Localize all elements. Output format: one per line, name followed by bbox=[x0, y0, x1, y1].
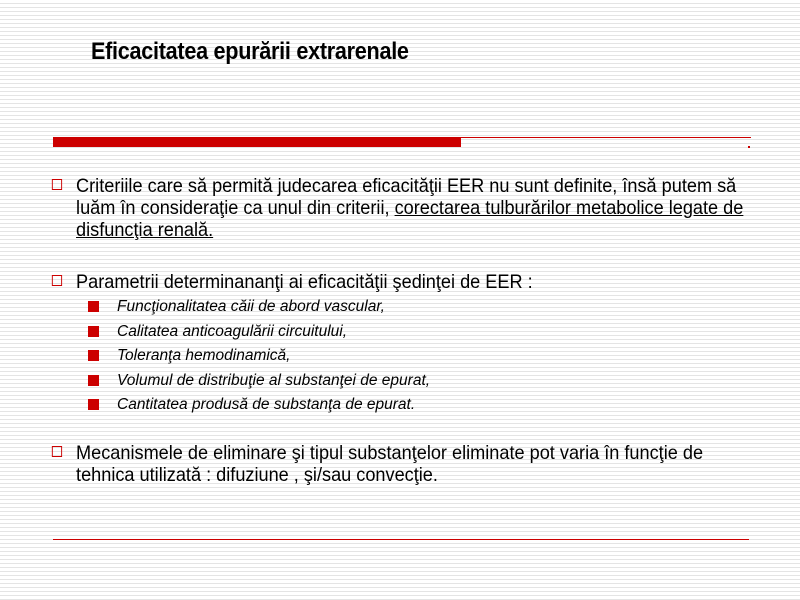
sub-list-item-text: Funcţionalitatea căii de abord vascular, bbox=[117, 298, 385, 315]
footer-divider bbox=[53, 539, 749, 540]
filled-square-bullet-icon bbox=[88, 375, 99, 386]
filled-square-bullet-icon bbox=[88, 399, 99, 410]
bullet-criteria bbox=[50, 175, 789, 241]
filled-square-bullet-icon bbox=[88, 326, 99, 337]
filled-square-bullet-icon bbox=[88, 350, 99, 361]
title-underline-dot bbox=[748, 146, 750, 148]
hollow-square-bullet-icon bbox=[52, 446, 62, 457]
sub-list-item-text: Cantitatea produsă de substanţa de epurat. bbox=[117, 396, 416, 413]
slide-title: Eficacitatea epurării extrarenale bbox=[91, 38, 409, 65]
sub-list bbox=[50, 295, 760, 418]
sub-list-item bbox=[50, 369, 760, 394]
bullet-text-line: tehnica utilizată : difuziune , şi/sau convecţie. bbox=[76, 463, 438, 486]
hollow-square-bullet-icon bbox=[52, 275, 62, 286]
sub-list-item bbox=[50, 344, 760, 369]
filled-square-bullet-icon bbox=[88, 301, 99, 312]
bullet-text-line bbox=[76, 219, 789, 241]
title-underline-bar bbox=[53, 138, 461, 147]
bullet-text-plain: luăm în consideraţie ca unul din criterii, bbox=[76, 197, 395, 219]
bullet-text-line bbox=[76, 197, 789, 219]
bullet-text-underlined: disfuncţia renală. bbox=[76, 219, 214, 241]
hollow-square-bullet-icon bbox=[52, 179, 62, 190]
sub-list-item bbox=[50, 393, 760, 418]
bullet-text-line: Mecanismele de eliminare şi tipul substanţelor eliminate pot varia în funcţie de bbox=[76, 441, 704, 464]
bullet-mechanisms bbox=[50, 442, 789, 486]
bullet-text-line: Parametrii determinananţi ai eficacităţii şedinţei de EER : bbox=[76, 271, 533, 293]
bullet-parameters bbox=[50, 271, 789, 293]
bullet-text-underlined: corectarea tulburărilor metabolice legate de bbox=[394, 197, 744, 219]
sub-list-item-text: Volumul de distribuţie al substanţei de epurat, bbox=[117, 371, 431, 389]
slide-content bbox=[50, 175, 760, 486]
sub-list-item-text: Toleranţa hemodinamică, bbox=[117, 347, 291, 364]
sub-list-item bbox=[50, 295, 760, 320]
bullet-text-line: Criteriile care să permită judecarea eficacităţii EER nu sunt definite, însă putem să bbox=[76, 175, 737, 197]
sub-list-item-text: Calitatea anticoagulării circuitului, bbox=[117, 322, 348, 340]
sub-list-item bbox=[50, 320, 760, 345]
